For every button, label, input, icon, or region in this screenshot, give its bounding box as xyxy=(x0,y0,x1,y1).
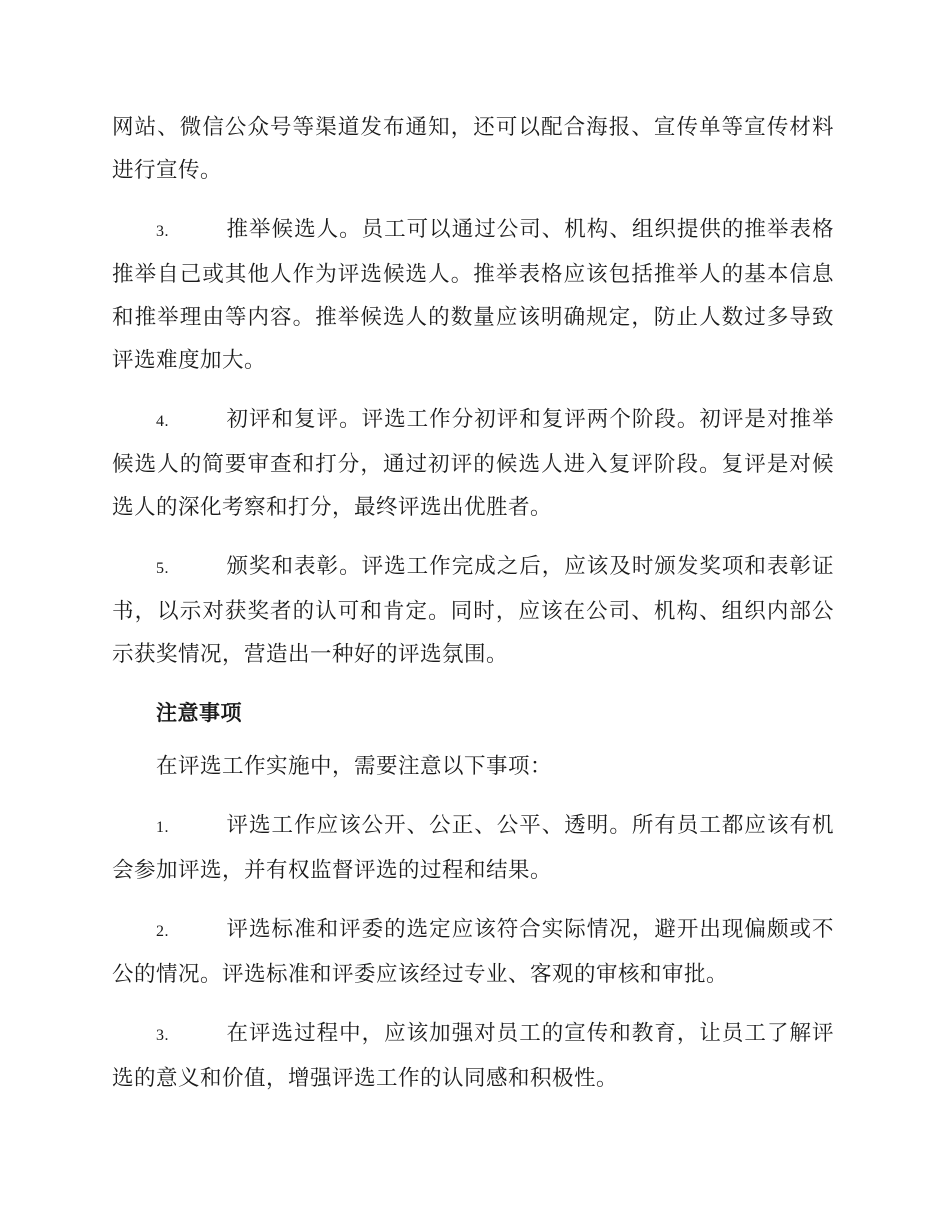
step-text: 颁奖和表彰。评选工作完成之后，应该及时颁发奖项和表彰证书，以示对获奖者的认可和肯定。同时，应该在公司、机构、组织内部公示获奖情况，营造出一种好的评选氛围。 xyxy=(112,554,834,667)
step-text: 初评和复评。评选工作分初评和复评两个阶段。初评是对推举候选人的简要审查和打分，通过初评的候选人进入复评阶段。复评是对候选人的深化考察和打分，最终评选出优胜者。 xyxy=(112,407,834,520)
intro-continuation-paragraph: 网站、微信公众号等渠道发布通知，还可以配合海报、宣传单等宣传材料进行宣传。 xyxy=(112,115,834,183)
note-text: 在评选过程中，应该加强对员工的宣传和教育，让员工了解评选的意义和价值，增强评选工作的认同感和积极性。 xyxy=(112,1021,834,1091)
step-item xyxy=(112,545,834,676)
note-item xyxy=(112,804,834,892)
step-number: 5. xyxy=(156,560,169,577)
note-text: 评选工作应该公开、公正、公平、透明。所有员工都应该有机会参加评选，并有权监督评选的过程和结果。 xyxy=(112,813,834,883)
note-text: 评选标准和评委的选定应该符合实际情况，避开出现偏颇或不公的情况。评选标准和评委应该经过专业、客观的审核和审批。 xyxy=(112,917,834,987)
note-item xyxy=(112,1012,834,1100)
note-number: 3. xyxy=(156,1027,169,1044)
step-text: 推举候选人。员工可以通过公司、机构、组织提供的推举表格推举自己或其他人作为评选候选人。推举表格应该包括推举人的基本信息和推举理由等内容。推举候选人的数量应该明确规定，防止人数过多导致评选难度加大。 xyxy=(112,217,834,373)
note-number: 2. xyxy=(156,923,169,940)
note-number: 1. xyxy=(156,819,169,836)
step-number: 4. xyxy=(156,413,169,430)
document-page xyxy=(112,106,834,1116)
step-item xyxy=(112,208,834,382)
notes-intro-paragraph: 在评选工作实施中，需要注意以下事项： xyxy=(156,754,553,779)
notes-heading: 注意事项 xyxy=(156,701,242,725)
step-item xyxy=(112,398,834,529)
step-number: 3. xyxy=(156,223,169,240)
note-item xyxy=(112,908,834,996)
